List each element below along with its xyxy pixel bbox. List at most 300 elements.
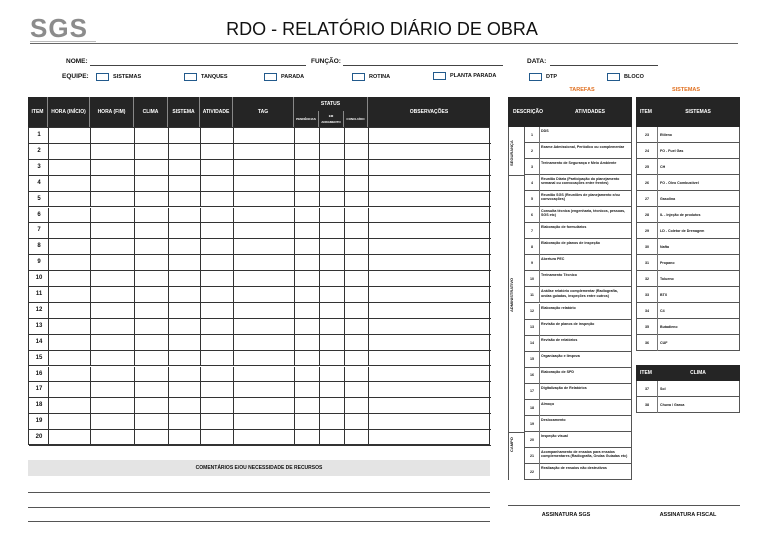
- table-cell[interactable]: [201, 414, 234, 430]
- task-separator: [539, 336, 540, 352]
- climate-reference-table: [636, 381, 740, 413]
- col-item-header: ITEM: [28, 97, 48, 127]
- table-cell[interactable]: [345, 255, 369, 271]
- table-cell[interactable]: [320, 208, 345, 224]
- table-cell[interactable]: [345, 271, 369, 287]
- table-cell[interactable]: [234, 144, 295, 160]
- table-cell[interactable]: [295, 430, 320, 446]
- task-separator: [539, 304, 540, 320]
- equipe-checkbox-parada[interactable]: [264, 73, 277, 81]
- row-item-cell: [29, 382, 49, 398]
- table-cell[interactable]: [49, 303, 91, 319]
- table-cell[interactable]: [320, 303, 345, 319]
- table-cell[interactable]: [201, 335, 234, 351]
- table-cell[interactable]: [201, 271, 234, 287]
- table-cell[interactable]: [234, 239, 295, 255]
- system-row-number: 26: [645, 180, 649, 185]
- table-cell[interactable]: [135, 287, 169, 303]
- table-cell[interactable]: [135, 430, 169, 446]
- table-cell[interactable]: [91, 303, 135, 319]
- table-cell[interactable]: [295, 144, 320, 160]
- table-cell[interactable]: [201, 382, 234, 398]
- table-cell[interactable]: [320, 335, 345, 351]
- system-row: [637, 255, 739, 271]
- table-cell[interactable]: [234, 414, 295, 430]
- table-cell[interactable]: [49, 271, 91, 287]
- table-cell[interactable]: [91, 239, 135, 255]
- table-cell[interactable]: [369, 223, 491, 239]
- table-cell[interactable]: [169, 239, 201, 255]
- table-cell[interactable]: [369, 287, 491, 303]
- table-cell[interactable]: [135, 351, 169, 367]
- row-item-cell: [29, 398, 49, 414]
- table-cell[interactable]: [49, 192, 91, 208]
- table-cell[interactable]: [320, 382, 345, 398]
- table-cell[interactable]: [169, 192, 201, 208]
- table-cell[interactable]: [201, 398, 234, 414]
- task-label: Elaboração de formulários: [541, 225, 587, 230]
- task-number: 9: [531, 261, 533, 266]
- table-cell[interactable]: [135, 192, 169, 208]
- equipe-checkbox-dtp[interactable]: [529, 73, 542, 81]
- comment-line[interactable]: [28, 492, 490, 493]
- table-cell[interactable]: [91, 208, 135, 224]
- table-cell[interactable]: [295, 160, 320, 176]
- table-cell[interactable]: [169, 160, 201, 176]
- row-number: 15: [35, 354, 43, 361]
- table-cell[interactable]: [49, 160, 91, 176]
- table-cell[interactable]: [169, 414, 201, 430]
- table-cell[interactable]: [169, 208, 201, 224]
- table-cell[interactable]: [169, 128, 201, 144]
- data-field[interactable]: [550, 65, 658, 66]
- table-cell[interactable]: [369, 382, 491, 398]
- table-cell[interactable]: [169, 144, 201, 160]
- table-cell[interactable]: [135, 208, 169, 224]
- table-cell[interactable]: [345, 351, 369, 367]
- table-cell[interactable]: [234, 382, 295, 398]
- table-cell[interactable]: [320, 319, 345, 335]
- table-cell[interactable]: [201, 176, 234, 192]
- table-cell[interactable]: [320, 144, 345, 160]
- table-cell[interactable]: [49, 398, 91, 414]
- table-cell[interactable]: [345, 382, 369, 398]
- table-cell[interactable]: [295, 382, 320, 398]
- row-number: 18: [35, 402, 43, 409]
- task-number: 17: [530, 389, 534, 394]
- table-cell[interactable]: [234, 351, 295, 367]
- row-number: 2: [37, 147, 41, 154]
- table-cell[interactable]: [369, 414, 491, 430]
- table-cell[interactable]: [169, 255, 201, 271]
- table-cell[interactable]: [369, 208, 491, 224]
- table-cell[interactable]: [234, 223, 295, 239]
- table-cell[interactable]: [91, 367, 135, 383]
- table-cell[interactable]: [295, 192, 320, 208]
- table-cell[interactable]: [234, 192, 295, 208]
- tasks-col-atividades-header: ATIVIDADES: [548, 97, 632, 127]
- col-hora-inicio-header: HORA (INÍCIO): [48, 97, 90, 127]
- table-row: [29, 192, 489, 208]
- funcao-field[interactable]: [343, 65, 503, 66]
- row-number: 14: [35, 338, 43, 345]
- table-cell[interactable]: [91, 398, 135, 414]
- table-row: [29, 398, 489, 414]
- table-cell[interactable]: [135, 128, 169, 144]
- system-row-label: Nafta: [660, 244, 669, 249]
- system-row-number: 29: [645, 228, 649, 233]
- table-cell[interactable]: [201, 208, 234, 224]
- table-cell[interactable]: [135, 335, 169, 351]
- table-cell[interactable]: [201, 287, 234, 303]
- table-cell[interactable]: [91, 176, 135, 192]
- table-cell[interactable]: [135, 414, 169, 430]
- table-cell[interactable]: [201, 239, 234, 255]
- table-cell[interactable]: [295, 319, 320, 335]
- table-cell[interactable]: [169, 303, 201, 319]
- table-cell[interactable]: [320, 271, 345, 287]
- table-cell[interactable]: [49, 319, 91, 335]
- table-cell[interactable]: [369, 255, 491, 271]
- table-cell[interactable]: [295, 128, 320, 144]
- system-row-label: Gasolina: [660, 196, 676, 201]
- row-item-cell: [29, 176, 49, 192]
- system-row-label: FO - Óleo Combustível: [660, 180, 699, 185]
- table-cell[interactable]: [234, 319, 295, 335]
- table-cell[interactable]: [201, 128, 234, 144]
- table-cell[interactable]: [49, 223, 91, 239]
- table-cell[interactable]: [295, 351, 320, 367]
- table-cell[interactable]: [91, 287, 135, 303]
- system-row: [637, 175, 739, 191]
- table-cell[interactable]: [49, 255, 91, 271]
- table-cell[interactable]: [345, 128, 369, 144]
- system-row-number: 34: [645, 308, 649, 313]
- task-number: 1: [531, 132, 533, 137]
- table-row: [29, 303, 489, 319]
- table-cell[interactable]: [345, 287, 369, 303]
- table-cell[interactable]: [135, 303, 169, 319]
- table-cell[interactable]: [169, 430, 201, 446]
- table-cell[interactable]: [234, 176, 295, 192]
- table-row: [29, 239, 489, 255]
- table-cell[interactable]: [234, 208, 295, 224]
- table-cell[interactable]: [234, 335, 295, 351]
- table-cell[interactable]: [320, 398, 345, 414]
- table-cell[interactable]: [234, 430, 295, 446]
- table-cell[interactable]: [369, 430, 491, 446]
- table-cell[interactable]: [369, 319, 491, 335]
- table-cell[interactable]: [320, 255, 345, 271]
- table-cell[interactable]: [91, 271, 135, 287]
- table-cell[interactable]: [91, 351, 135, 367]
- system-row: [637, 223, 739, 239]
- table-row: [29, 319, 489, 335]
- table-cell[interactable]: [234, 255, 295, 271]
- table-cell[interactable]: [320, 128, 345, 144]
- task-separator: [539, 464, 540, 480]
- table-cell[interactable]: [91, 430, 135, 446]
- system-row-number: 33: [645, 292, 649, 297]
- table-cell[interactable]: [169, 271, 201, 287]
- table-cell[interactable]: [345, 367, 369, 383]
- table-cell[interactable]: [169, 223, 201, 239]
- table-cell[interactable]: [91, 319, 135, 335]
- task-number: 5: [531, 196, 533, 201]
- table-cell[interactable]: [320, 176, 345, 192]
- table-cell[interactable]: [295, 287, 320, 303]
- table-cell[interactable]: [369, 351, 491, 367]
- climate-row-separator: [657, 397, 658, 413]
- system-row-number: 31: [645, 260, 649, 265]
- table-cell[interactable]: [234, 367, 295, 383]
- table-cell[interactable]: [91, 223, 135, 239]
- table-cell[interactable]: [234, 303, 295, 319]
- table-cell[interactable]: [369, 144, 491, 160]
- table-row: [29, 128, 489, 144]
- system-row-separator: [657, 191, 658, 207]
- task-separator: [539, 191, 540, 207]
- table-cell[interactable]: [320, 367, 345, 383]
- task-label: Consulta técnica (engenharia, técnicos, pessoas, SGS etc): [541, 209, 626, 218]
- nome-field[interactable]: [90, 65, 306, 66]
- table-cell[interactable]: [320, 223, 345, 239]
- table-cell[interactable]: [295, 176, 320, 192]
- table-cell[interactable]: [201, 255, 234, 271]
- table-cell[interactable]: [135, 367, 169, 383]
- systems-col-item-header: ITEM: [636, 97, 656, 127]
- table-cell[interactable]: [91, 382, 135, 398]
- table-cell[interactable]: [49, 414, 91, 430]
- task-separator: [539, 143, 540, 159]
- signature-line[interactable]: [508, 505, 740, 506]
- table-cell[interactable]: [49, 351, 91, 367]
- table-cell[interactable]: [369, 160, 491, 176]
- table-cell[interactable]: [295, 398, 320, 414]
- table-cell[interactable]: [295, 223, 320, 239]
- table-cell[interactable]: [201, 351, 234, 367]
- system-row-number: 36: [645, 340, 649, 345]
- equipe-checkbox-sistemas[interactable]: [96, 73, 109, 81]
- table-cell[interactable]: [320, 287, 345, 303]
- table-cell[interactable]: [91, 160, 135, 176]
- table-cell[interactable]: [135, 271, 169, 287]
- task-separator: [539, 223, 540, 239]
- table-cell[interactable]: [345, 398, 369, 414]
- table-cell[interactable]: [345, 208, 369, 224]
- task-row: [525, 304, 631, 320]
- table-cell[interactable]: [345, 335, 369, 351]
- table-cell[interactable]: [201, 430, 234, 446]
- table-cell[interactable]: [320, 414, 345, 430]
- table-cell[interactable]: [169, 398, 201, 414]
- table-cell[interactable]: [295, 335, 320, 351]
- table-row: [29, 414, 489, 430]
- row-item-cell: [29, 430, 49, 446]
- row-item-cell: [29, 271, 49, 287]
- task-label: Elaboração de planos de inspeção: [541, 241, 600, 246]
- table-cell[interactable]: [369, 192, 491, 208]
- table-cell[interactable]: [91, 255, 135, 271]
- table-cell[interactable]: [295, 414, 320, 430]
- table-cell[interactable]: [345, 144, 369, 160]
- table-cell[interactable]: [345, 319, 369, 335]
- equipe-checkbox-planta-parada[interactable]: [433, 72, 446, 80]
- table-cell[interactable]: [49, 335, 91, 351]
- table-cell[interactable]: [49, 144, 91, 160]
- task-separator: [539, 384, 540, 400]
- table-cell[interactable]: [169, 351, 201, 367]
- table-cell[interactable]: [169, 335, 201, 351]
- table-cell[interactable]: [201, 303, 234, 319]
- table-cell[interactable]: [135, 319, 169, 335]
- table-cell[interactable]: [135, 255, 169, 271]
- table-cell[interactable]: [320, 351, 345, 367]
- comment-line[interactable]: [28, 507, 490, 508]
- table-cell[interactable]: [91, 144, 135, 160]
- table-cell[interactable]: [49, 382, 91, 398]
- system-row-separator: [657, 127, 658, 143]
- task-label: Elaboração relatório: [541, 305, 576, 310]
- table-cell[interactable]: [369, 398, 491, 414]
- table-cell[interactable]: [369, 176, 491, 192]
- table-cell[interactable]: [169, 367, 201, 383]
- task-row: [525, 464, 631, 480]
- system-row-separator: [657, 319, 658, 335]
- equipe-checkbox-tanques[interactable]: [184, 73, 197, 81]
- table-cell[interactable]: [345, 160, 369, 176]
- system-row-number: 27: [645, 196, 649, 201]
- equipe-option-parada: PARADA: [281, 74, 305, 80]
- table-cell[interactable]: [295, 271, 320, 287]
- table-cell[interactable]: [320, 192, 345, 208]
- table-cell[interactable]: [49, 367, 91, 383]
- table-cell[interactable]: [201, 192, 234, 208]
- table-cell[interactable]: [169, 382, 201, 398]
- task-number: 2: [531, 148, 533, 153]
- table-cell[interactable]: [345, 303, 369, 319]
- equipe-checkbox-bloco[interactable]: [607, 73, 620, 81]
- table-cell[interactable]: [295, 255, 320, 271]
- row-number: 12: [35, 306, 43, 313]
- log-table-body: [28, 127, 490, 445]
- row-number: 3: [37, 163, 41, 170]
- task-label: Realização de ensaios não destrutivos: [541, 465, 607, 470]
- table-cell[interactable]: [91, 128, 135, 144]
- row-number: 6: [37, 211, 41, 218]
- table-cell[interactable]: [91, 414, 135, 430]
- table-cell[interactable]: [234, 271, 295, 287]
- table-cell[interactable]: [369, 128, 491, 144]
- table-cell[interactable]: [295, 208, 320, 224]
- table-cell[interactable]: [201, 367, 234, 383]
- task-label: Inspeção visual: [541, 433, 568, 438]
- table-cell[interactable]: [345, 223, 369, 239]
- table-cell[interactable]: [295, 367, 320, 383]
- table-cell[interactable]: [169, 319, 201, 335]
- system-row: [637, 319, 739, 335]
- table-cell[interactable]: [201, 144, 234, 160]
- climate-row-number: 37: [645, 386, 649, 391]
- task-row: [525, 448, 631, 464]
- task-row: [525, 207, 631, 223]
- table-cell[interactable]: [369, 303, 491, 319]
- system-row-separator: [657, 255, 658, 271]
- table-cell[interactable]: [369, 271, 491, 287]
- row-number: 10: [35, 275, 43, 282]
- table-cell[interactable]: [201, 223, 234, 239]
- table-cell[interactable]: [49, 430, 91, 446]
- row-item-cell: [29, 223, 49, 239]
- table-cell[interactable]: [345, 239, 369, 255]
- table-cell[interactable]: [345, 192, 369, 208]
- table-cell[interactable]: [49, 239, 91, 255]
- table-cell[interactable]: [201, 160, 234, 176]
- comment-line[interactable]: [28, 521, 490, 522]
- table-cell[interactable]: [169, 176, 201, 192]
- table-cell[interactable]: [91, 192, 135, 208]
- table-cell[interactable]: [135, 398, 169, 414]
- task-row: [525, 368, 631, 384]
- table-cell[interactable]: [169, 287, 201, 303]
- table-cell[interactable]: [369, 335, 491, 351]
- row-number: 1: [37, 132, 41, 138]
- task-row: [525, 432, 631, 448]
- table-cell[interactable]: [135, 176, 169, 192]
- table-cell[interactable]: [135, 160, 169, 176]
- task-row: [525, 159, 631, 175]
- table-cell[interactable]: [369, 239, 491, 255]
- table-cell[interactable]: [320, 239, 345, 255]
- table-cell[interactable]: [135, 382, 169, 398]
- table-cell[interactable]: [234, 398, 295, 414]
- table-cell[interactable]: [295, 239, 320, 255]
- table-cell[interactable]: [295, 303, 320, 319]
- table-row: [29, 287, 489, 303]
- system-row-separator: [657, 271, 658, 287]
- table-cell[interactable]: [135, 239, 169, 255]
- equipe-checkbox-rotina[interactable]: [352, 73, 365, 81]
- task-label: Organização e limpeza: [541, 353, 580, 358]
- system-row-label: CUF: [660, 340, 668, 345]
- table-cell[interactable]: [320, 430, 345, 446]
- row-item-cell: [29, 128, 49, 144]
- row-number: 9: [37, 259, 41, 266]
- table-cell[interactable]: [201, 319, 234, 335]
- table-cell[interactable]: [135, 144, 169, 160]
- table-cell[interactable]: [91, 335, 135, 351]
- table-cell[interactable]: [135, 223, 169, 239]
- table-cell[interactable]: [345, 414, 369, 430]
- table-cell[interactable]: [369, 367, 491, 383]
- table-cell[interactable]: [345, 176, 369, 192]
- table-cell[interactable]: [49, 208, 91, 224]
- task-number: 10: [530, 277, 534, 282]
- task-label: Revisão de planos de inspeção: [541, 321, 595, 326]
- table-cell[interactable]: [320, 160, 345, 176]
- table-cell[interactable]: [49, 176, 91, 192]
- table-cell[interactable]: [234, 287, 295, 303]
- task-separator: [539, 400, 540, 416]
- table-cell[interactable]: [234, 160, 295, 176]
- table-cell[interactable]: [49, 287, 91, 303]
- col-status-concluido-header: CONCLUÍDO: [344, 111, 368, 127]
- table-cell[interactable]: [49, 128, 91, 144]
- task-number: 22: [530, 469, 534, 474]
- table-cell[interactable]: [345, 430, 369, 446]
- table-cell[interactable]: [234, 128, 295, 144]
- funcao-label: FUNÇÃO:: [311, 58, 341, 65]
